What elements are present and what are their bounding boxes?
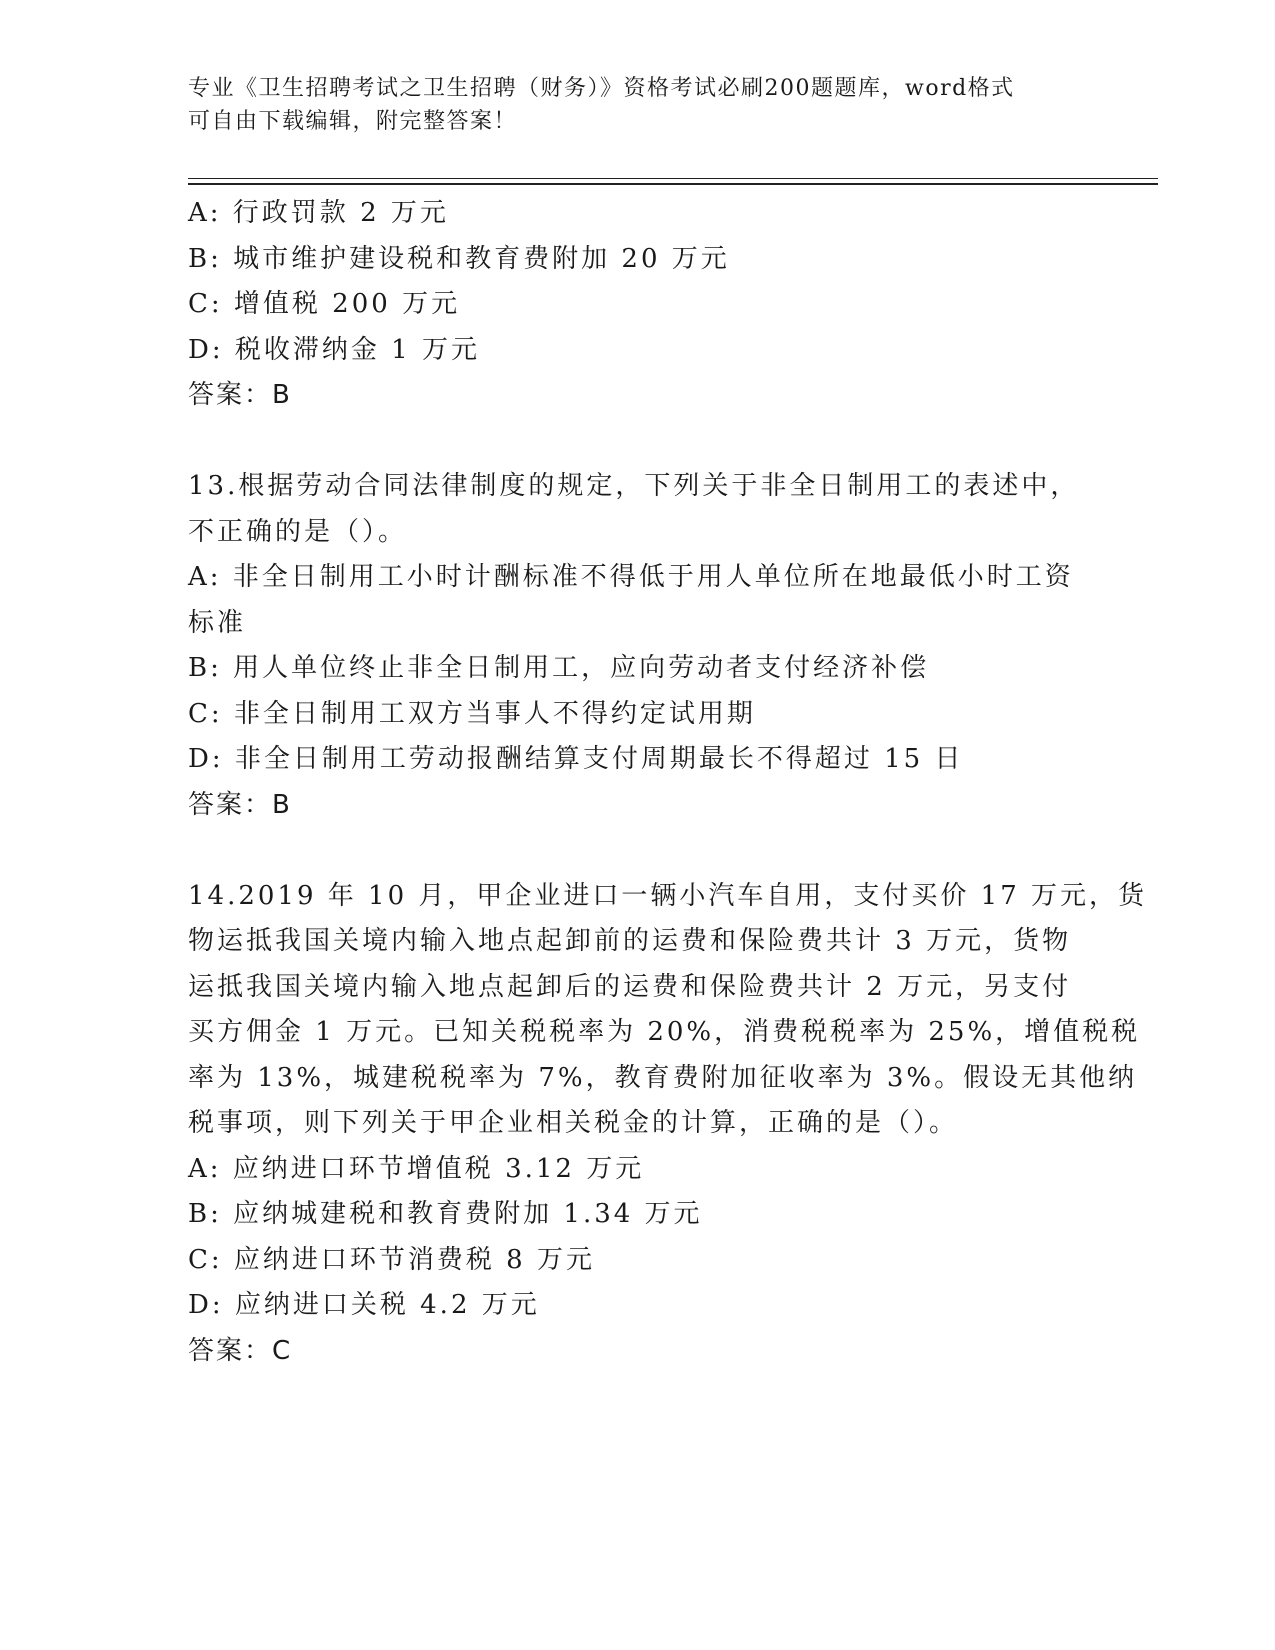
option-d: D: 税收滞纳金 1 万元 [188,334,480,365]
answer-line: 答案：C [188,1335,293,1366]
option-d: D: 应纳进口关税 4.2 万元 [188,1290,540,1320]
question-text-line: 税事项，则下列关于甲企业相关税金的计算，正确的是（）。 [188,1108,959,1138]
question-text-line: 14.2019 年 10 月，甲企业进口一辆小汽车自用，支付买价 17 万元，货 [188,880,1148,911]
question-13-block [188,464,1088,828]
question-text-line: 13.根据劳动合同法律制度的规定，下列关于非全日制用工的表述中， [188,471,1080,501]
option-b: B: 应纳城建税和教育费附加 1.34 万元 [188,1199,703,1229]
option-c: C: 非全日制用工双方当事人不得约定试用期 [188,698,756,729]
question-text-line: 买方佣金 1 万元。已知关税税率为 20%，消费税税率为 25%，增值税税 [188,1017,1141,1047]
question-14-block [188,874,1148,1375]
spacer [188,828,1088,874]
question-12-block [188,191,1088,419]
document-body [188,191,1148,1374]
option-b: B: 用人单位终止非全日制用工，应向劳动者支付经济补偿 [188,653,930,683]
header-divider-thin [188,178,1158,179]
header-line-2: 可自由下载编辑，附完整答案！ [188,109,518,134]
option-a-continuation: 标准 [188,607,247,638]
question-text-line: 率为 13%，城建税税率为 7%，教育费附加征收率为 3%。假设无其他纳 [188,1062,1138,1093]
spacer [188,419,1088,465]
question-text-line: 不正确的是（）。 [188,516,408,547]
question-text-line: 物运抵我国关境内输入地点起卸前的运费和保险费共计 3 万元，货物 [188,926,1072,956]
option-a: A: 非全日制用工小时计酬标准不得低于用人单位所在地最低小时工资 [188,562,1074,592]
option-b: B: 城市维护建设税和教育费附加 20 万元 [188,243,730,274]
option-a: A: 行政罚款 2 万元 [188,198,449,228]
header-divider-thick [188,183,1158,185]
option-c: C: 应纳进口环节消费税 8 万元 [188,1244,595,1275]
question-text-line: 运抵我国关境内输入地点起卸后的运费和保险费共计 2 万元，另支付 [188,971,1072,1002]
document-header [188,72,1068,138]
answer-line: 答案：B [188,789,292,820]
answer-line: 答案：B [188,380,292,410]
option-a: A: 应纳进口环节增值税 3.12 万元 [188,1153,645,1184]
option-d: D: 非全日制用工劳动报酬结算支付周期最长不得超过 15 日 [188,744,964,774]
option-c: C: 增值税 200 万元 [188,289,461,319]
header-line-1: 专业《卫生招聘考试之卫生招聘（财务）》资格考试必刷200题题库，word格式 [188,76,1015,101]
